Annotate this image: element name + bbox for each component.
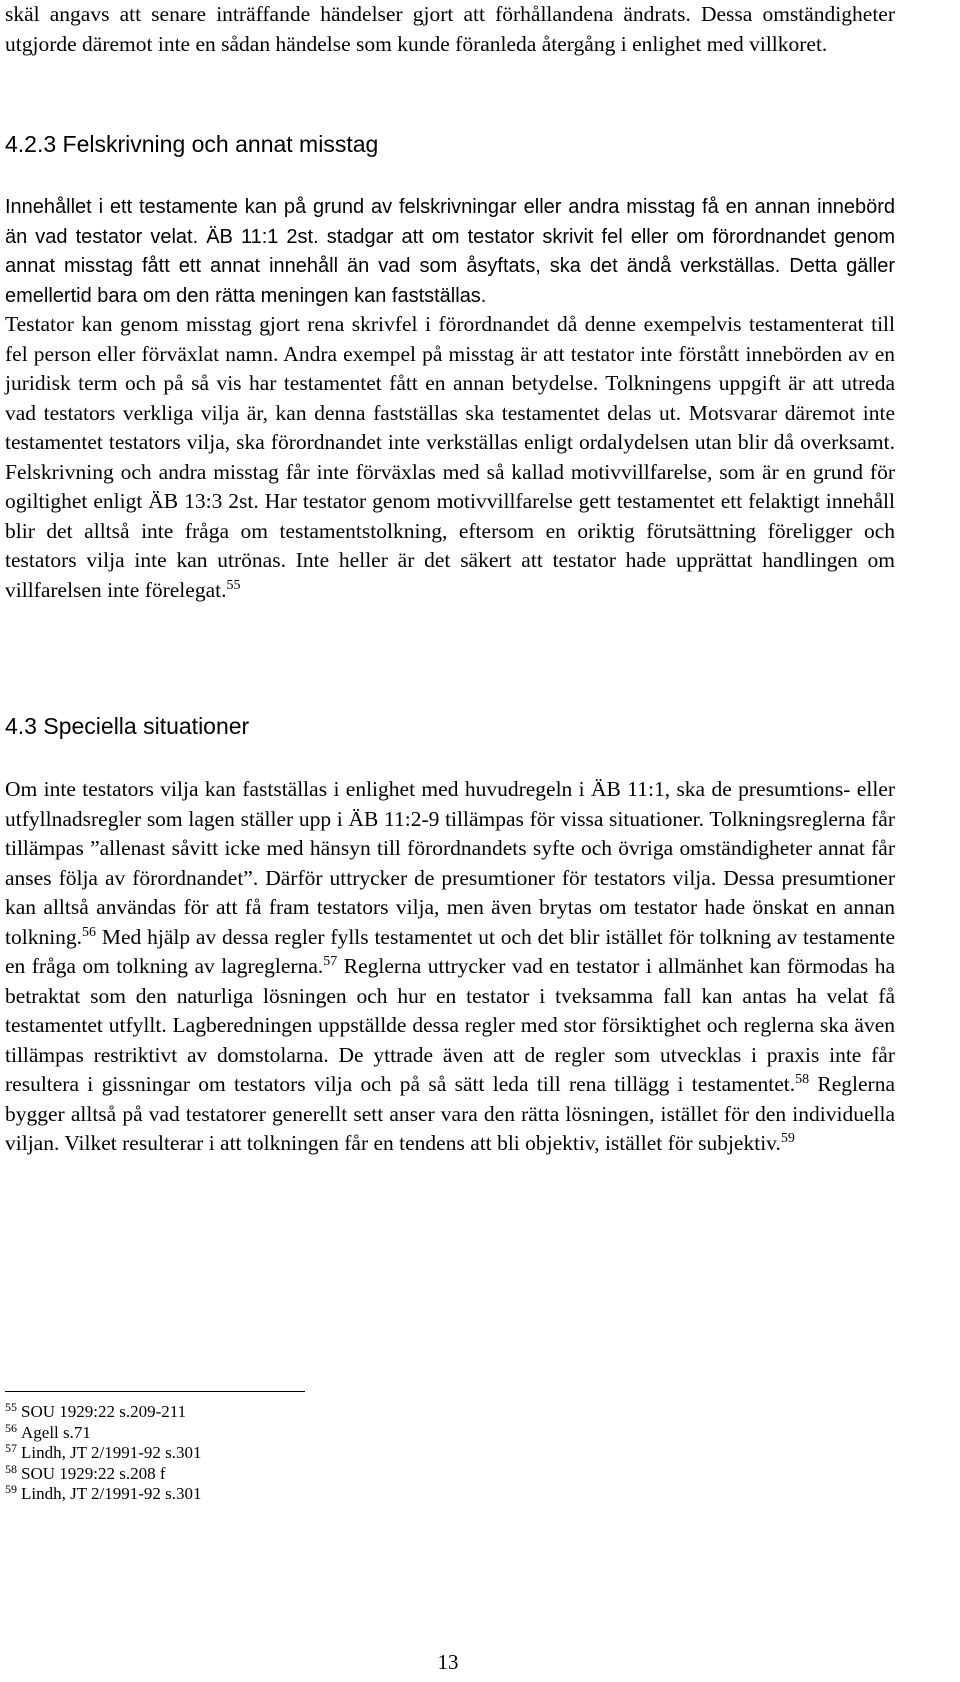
footnote-item [5, 1443, 202, 1464]
footnote-divider [5, 1391, 305, 1392]
section-4-2-3-paragraph-1: Innehållet i ett testamente kan på grund av felskrivningar eller andra misstag få en annan innebörd än vad testator velat. ÄB 11:1 2st. stadgar att om testator skrivit fel eller om förordnandet genom annat misstag fått ett annat innehåll än vad som åsyftats, ska det ändå verkställas. Detta gäller emellertid bara om den rätta meningen kan fastställas. [5, 196, 895, 307]
section-heading-4-3: 4.3 Speciella situationer [5, 713, 250, 739]
footnote-number: 58 [5, 1461, 17, 1476]
section-heading-4-2-3: 4.2.3 Felskrivning och annat misstag [5, 131, 379, 157]
footnote-text: SOU 1929:22 s.208 f [21, 1463, 166, 1483]
footnote-ref-59: 59 [780, 1131, 795, 1146]
section-4-3-paragraph [5, 775, 895, 1159]
footnote-text: Agell s.71 [21, 1422, 91, 1442]
footnote-item [5, 1420, 202, 1444]
paragraph-segment: Reglerna bygger alltså på vad testatorer generellt sett anser vara den rätta lösningen, istället för den individuella viljan. Vilket resulterar i att tolkningen får en tendens att bli objektiv, istället för subjektiv. [5, 1072, 895, 1155]
footnote-item [5, 1461, 202, 1485]
footnote-item [5, 1402, 202, 1423]
paragraph-segment: Med hjälp av dessa regler fylls testamentet ut och det blir istället för tolkning av testamente en fråga om tolkning av lagreglerna. [5, 924, 895, 978]
intro-paragraph: skäl angavs att senare inträffande händelser gjort att förhållandena ändrats. Dessa omständigheter utgjorde däremot inte en sådan händelse som kunde föranleda återgång i enlighet med villkoret. [5, 2, 895, 56]
footnote-text: Lindh, JT 2/1991-92 s.301 [21, 1484, 202, 1503]
footnote-text: SOU 1929:22 s.209-211 [21, 1402, 187, 1421]
footnote-number: 59 [5, 1482, 17, 1496]
footnote-ref-55: 55 [226, 577, 241, 593]
paragraph-text: Testator kan genom misstag gjort rena skrivfel i förordnandet då denne exempelvis testamenterat till fel person eller förväxlat namn. Andra exempel på misstag är att testator inte förstått innebörden av en juridisk term och på så vis har testamentet fått en annan betydelse. Tolkningens uppgift är att utreda vad testators verkliga vilja är, kan denna fastställas ska testamentet delas ut. Motsvarar däremot inte testamentet testators vilja, ska förordnandet inte verkställas enligt ordalydelsen utan blir då overksamt. Felskrivning och andra misstag får inte förväxlas med så kallad motivvillfarelse, som är en grund för ogiltighet enligt ÄB 13:3 2st. Har testator genom motivvillfarelse gett testamentet ett felaktigt innehåll blir det alltså inte fråga om testamentstolkning, eftersom en oriktig förutsättning föreligger och testators vilja inte kan utrönas. Inte heller är det säkert att testator hade upprättat handlingen om villfarelsen inte förelegat. [5, 312, 895, 602]
footnote-ref-57: 57 [323, 954, 338, 969]
footnote-item [5, 1484, 202, 1505]
footnote-number: 56 [5, 1420, 17, 1435]
section-4-2-3-paragraph-2 [5, 310, 895, 605]
footnote-number: 57 [5, 1441, 17, 1455]
footnote-text: Lindh, JT 2/1991-92 s.301 [21, 1443, 202, 1462]
footnote-number: 55 [5, 1400, 17, 1414]
footnote-ref-56: 56 [82, 924, 97, 940]
footnote-ref-58: 58 [795, 1072, 810, 1087]
paragraph-segment: Reglerna uttrycker vad en testator i allmänhet kan förmodas ha betraktat som den naturliga lösningen och hur en testator i tveksamma fall kan antas ha velat få testamentet utfyllt. Lagberedningen uppställde dessa regler med stor försiktighet och reglerna ska även tillämpas restriktivt av domstolarna. De yttrade även att de regler som utvecklas i praxis inte får resultera i gissningar om testators vilja och på så sätt leda till rena tillägg i testamentet. [5, 954, 895, 1096]
page-number: 13 [437, 1650, 459, 1674]
paragraph-segment: Om inte testators vilja kan fastställas i enlighet med huvudregeln i ÄB 11:1, ska de presumtions- eller utfyllnadsregler som lagen ställer upp i ÄB 11:2-9 tillämpas för vissa situationer. Tolkningsreglerna får tillämpas ”allenast såvitt icke med hänsyn till förordnandets syfte och övriga omständigheter annat får anses följa av förordnandet”. Därför uttrycker de presumtioner för testators vilja. Dessa presumtioner kan alltså användas för att få fram testators vilja, men även brytas om testator hade önskat en annan tolkning. [5, 777, 895, 949]
footnotes-list [5, 1402, 202, 1505]
